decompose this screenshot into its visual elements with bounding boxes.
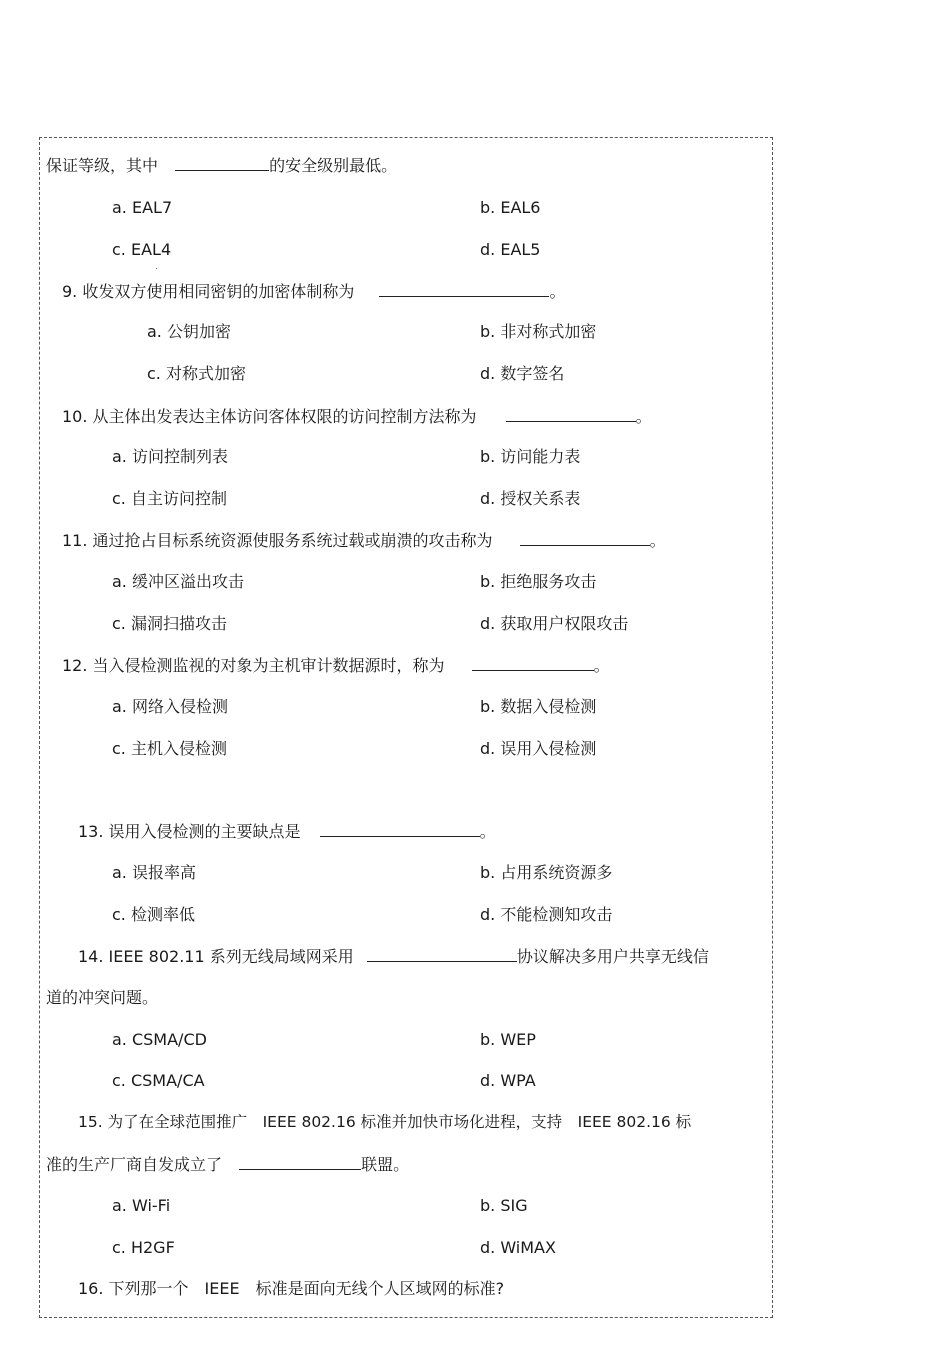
q13-stem-end: 。	[479, 822, 496, 841]
q11-stem-end: 。	[649, 531, 666, 550]
option-b: b. WEP	[480, 1030, 536, 1049]
option-a: a. CSMA/CD	[112, 1030, 207, 1049]
option-a: a. 网络入侵检测	[112, 697, 228, 716]
answer-blank	[239, 1154, 361, 1170]
option-a: a. EAL7	[112, 198, 173, 217]
option-b: b. 访问能力表	[480, 447, 581, 466]
option-a: a. 访问控制列表	[112, 447, 228, 466]
option-a: a. 误报率高	[112, 863, 196, 882]
option-b: b. 非对称式加密	[480, 322, 597, 341]
option-d: d. 授权关系表	[480, 489, 581, 508]
q10-stem-text: 10. 从主体出发表达主体访问客体权限的访问控制方法称为	[62, 407, 477, 426]
option-b: b. EAL6	[480, 198, 541, 217]
option-a: a. 公钥加密	[147, 322, 231, 341]
q11-stem	[62, 530, 666, 551]
q14-stem-text: 14. IEEE 802.11 系列无线局域网采用	[78, 947, 354, 966]
q8-stem-text-end: 的安全级别最低。	[269, 156, 398, 175]
option-a: a. 缓冲区溢出攻击	[112, 572, 244, 591]
q9-stem-text: 9. 收发双方使用相同密钥的加密体制称为	[62, 282, 355, 301]
answer-blank	[506, 406, 636, 422]
q9-stem-end: 。	[549, 282, 566, 301]
answer-blank	[472, 655, 594, 671]
option-d: d. WPA	[480, 1071, 536, 1090]
question-frame	[39, 137, 773, 1318]
answer-blank	[175, 155, 269, 171]
option-d: d. 不能检测知攻击	[480, 905, 613, 924]
answer-blank	[379, 281, 549, 297]
q13-stem-text: 13. 误用入侵检测的主要缺点是	[78, 822, 301, 841]
option-d: d. WiMAX	[480, 1238, 556, 1257]
q16-stem: 16. 下列那一个 IEEE 标准是面向无线个人区域网的标准?	[78, 1279, 505, 1298]
q11-stem-text: 11. 通过抢占目标系统资源使服务系统过载或崩溃的攻击称为	[62, 531, 493, 550]
option-c: c. 检测率低	[112, 905, 195, 924]
option-d: d. EAL5	[480, 240, 541, 259]
q12-stem-end: 。	[593, 656, 610, 675]
q12-stem	[62, 655, 610, 676]
q15-stem-text: 准的生产厂商自发成立了	[46, 1155, 223, 1174]
option-b: b. 数据入侵检测	[480, 697, 597, 716]
option-a: a. Wi-Fi	[112, 1196, 171, 1215]
option-c: c. EAL4	[112, 240, 172, 259]
q9-stem	[62, 281, 565, 302]
q14-stem-text-end: 协议解决多用户共享无线信	[516, 947, 709, 966]
q14-stem	[78, 946, 709, 967]
q15-stem-text-end: 联盟。	[361, 1155, 410, 1174]
option-b: b. SIG	[480, 1196, 528, 1215]
option-b: b. 占用系统资源多	[480, 863, 613, 882]
q14-stem-continued: 道的冲突问题。	[46, 988, 159, 1007]
q15-stem-continued	[46, 1154, 409, 1175]
option-c: c. H2GF	[112, 1238, 175, 1257]
answer-blank	[520, 530, 650, 546]
option-c: c. 自主访问控制	[112, 489, 227, 508]
answer-blank	[320, 821, 480, 837]
option-d: d. 数字签名	[480, 364, 565, 383]
option-c: c. CSMA/CA	[112, 1071, 205, 1090]
option-c: c. 对称式加密	[147, 364, 246, 383]
q13-stem	[78, 821, 496, 842]
option-d: d. 获取用户权限攻击	[480, 614, 629, 633]
option-c: c. 漏洞扫描攻击	[112, 614, 227, 633]
q12-stem-text: 12. 当入侵检测监视的对象为主机审计数据源时，称为	[62, 656, 445, 675]
answer-blank	[367, 946, 517, 962]
stray-dot	[156, 268, 157, 269]
q8-stem	[46, 155, 397, 176]
q10-stem	[62, 406, 652, 427]
option-c: c. 主机入侵检测	[112, 739, 227, 758]
option-b: b. 拒绝服务攻击	[480, 572, 597, 591]
q8-stem-text: 保证等级，其中	[46, 156, 159, 175]
q10-stem-end: 。	[635, 407, 652, 426]
q15-stem: 15. 为了在全球范围推广 IEEE 802.16 标准并加快市场化进程，支持 IEEE 802.16 标	[78, 1113, 692, 1131]
option-d: d. 误用入侵检测	[480, 739, 597, 758]
